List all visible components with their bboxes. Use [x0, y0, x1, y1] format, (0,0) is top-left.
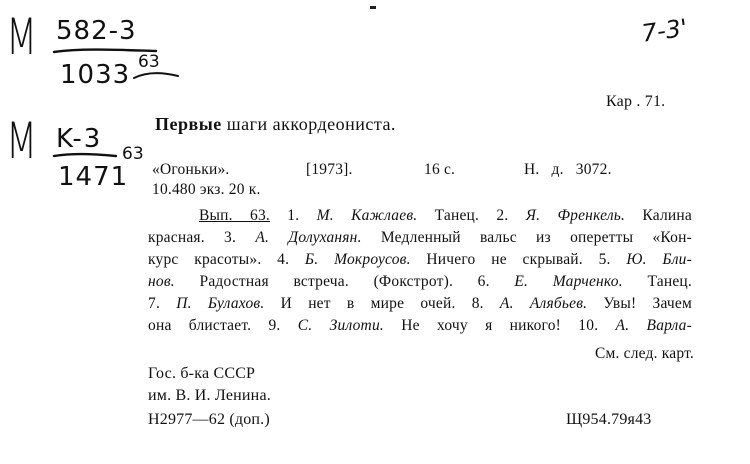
contents-line-6: она блистает. 9. С. Зилоти. Не хочу я никого! 10. А. Варла- [148, 317, 692, 334]
library-line-3: Н2977—62 (доп.) [148, 411, 270, 428]
contents-line-3: курс красоты». 4. Б. Мокроусов. Ничего не скрывай. 5. Ю. Бли- [148, 251, 692, 268]
handwritten-shelf-code-1: 582-3 [56, 16, 137, 46]
contents-line-5: 7. П. Булахов. И нет в мире очей. 8. А. Алябьев. Увы! Зачем [148, 295, 693, 312]
shelf-sup-underline-1 [132, 68, 182, 84]
scan-speck [370, 6, 380, 12]
handwritten-shelf-code-2: K-3 [56, 124, 103, 154]
card-reference: Кар . 71. [606, 93, 666, 110]
shelf-mark-underline-2 [52, 150, 122, 162]
year: [1973]. [306, 161, 353, 178]
handwritten-shelf-letter-1: M [6, 8, 38, 66]
plate-number: Н. д. 3072. [524, 161, 612, 178]
title [155, 114, 396, 134]
handwritten-corner-mark: 7-3' [640, 13, 690, 48]
see-next-card: См. след. карт. [594, 345, 694, 362]
title-bold: Первые [155, 114, 222, 134]
issue-number: Вып. 63. [199, 207, 270, 224]
publisher: «Огоньки». [152, 161, 230, 178]
handwritten-shelf-letter-2: M [6, 112, 38, 170]
handwritten-shelf-sup-2: 63 [122, 144, 144, 164]
contents-line-4: нов. Радостная встреча. (Фокстрот). 6. Е. Марченко. Танец. [148, 273, 692, 290]
handwritten-shelf-number-2: 1471 [58, 162, 129, 192]
contents-line-1: Вып. 63. 1. М. Кажлаев. Танец. 2. Я. Френкель. Калина [199, 207, 692, 224]
handwritten-shelf-number-1: 1033 [60, 60, 131, 90]
classification-code: Щ954.79я43 [566, 411, 652, 428]
print-run: 10.480 экз. 20 к. [152, 181, 261, 198]
library-line-1: Гос. б-ка СССР [148, 365, 256, 382]
title-rest: шаги аккордеониста. [221, 114, 396, 134]
pages: 16 с. [424, 161, 456, 178]
contents-line-2: красная. 3. А. Долуханян. Медленный вальс из оперетты «Кон- [148, 229, 692, 246]
handwritten-shelf-sup-1: 63 [138, 52, 160, 72]
library-line-2: им. В. И. Ленина. [148, 387, 271, 404]
